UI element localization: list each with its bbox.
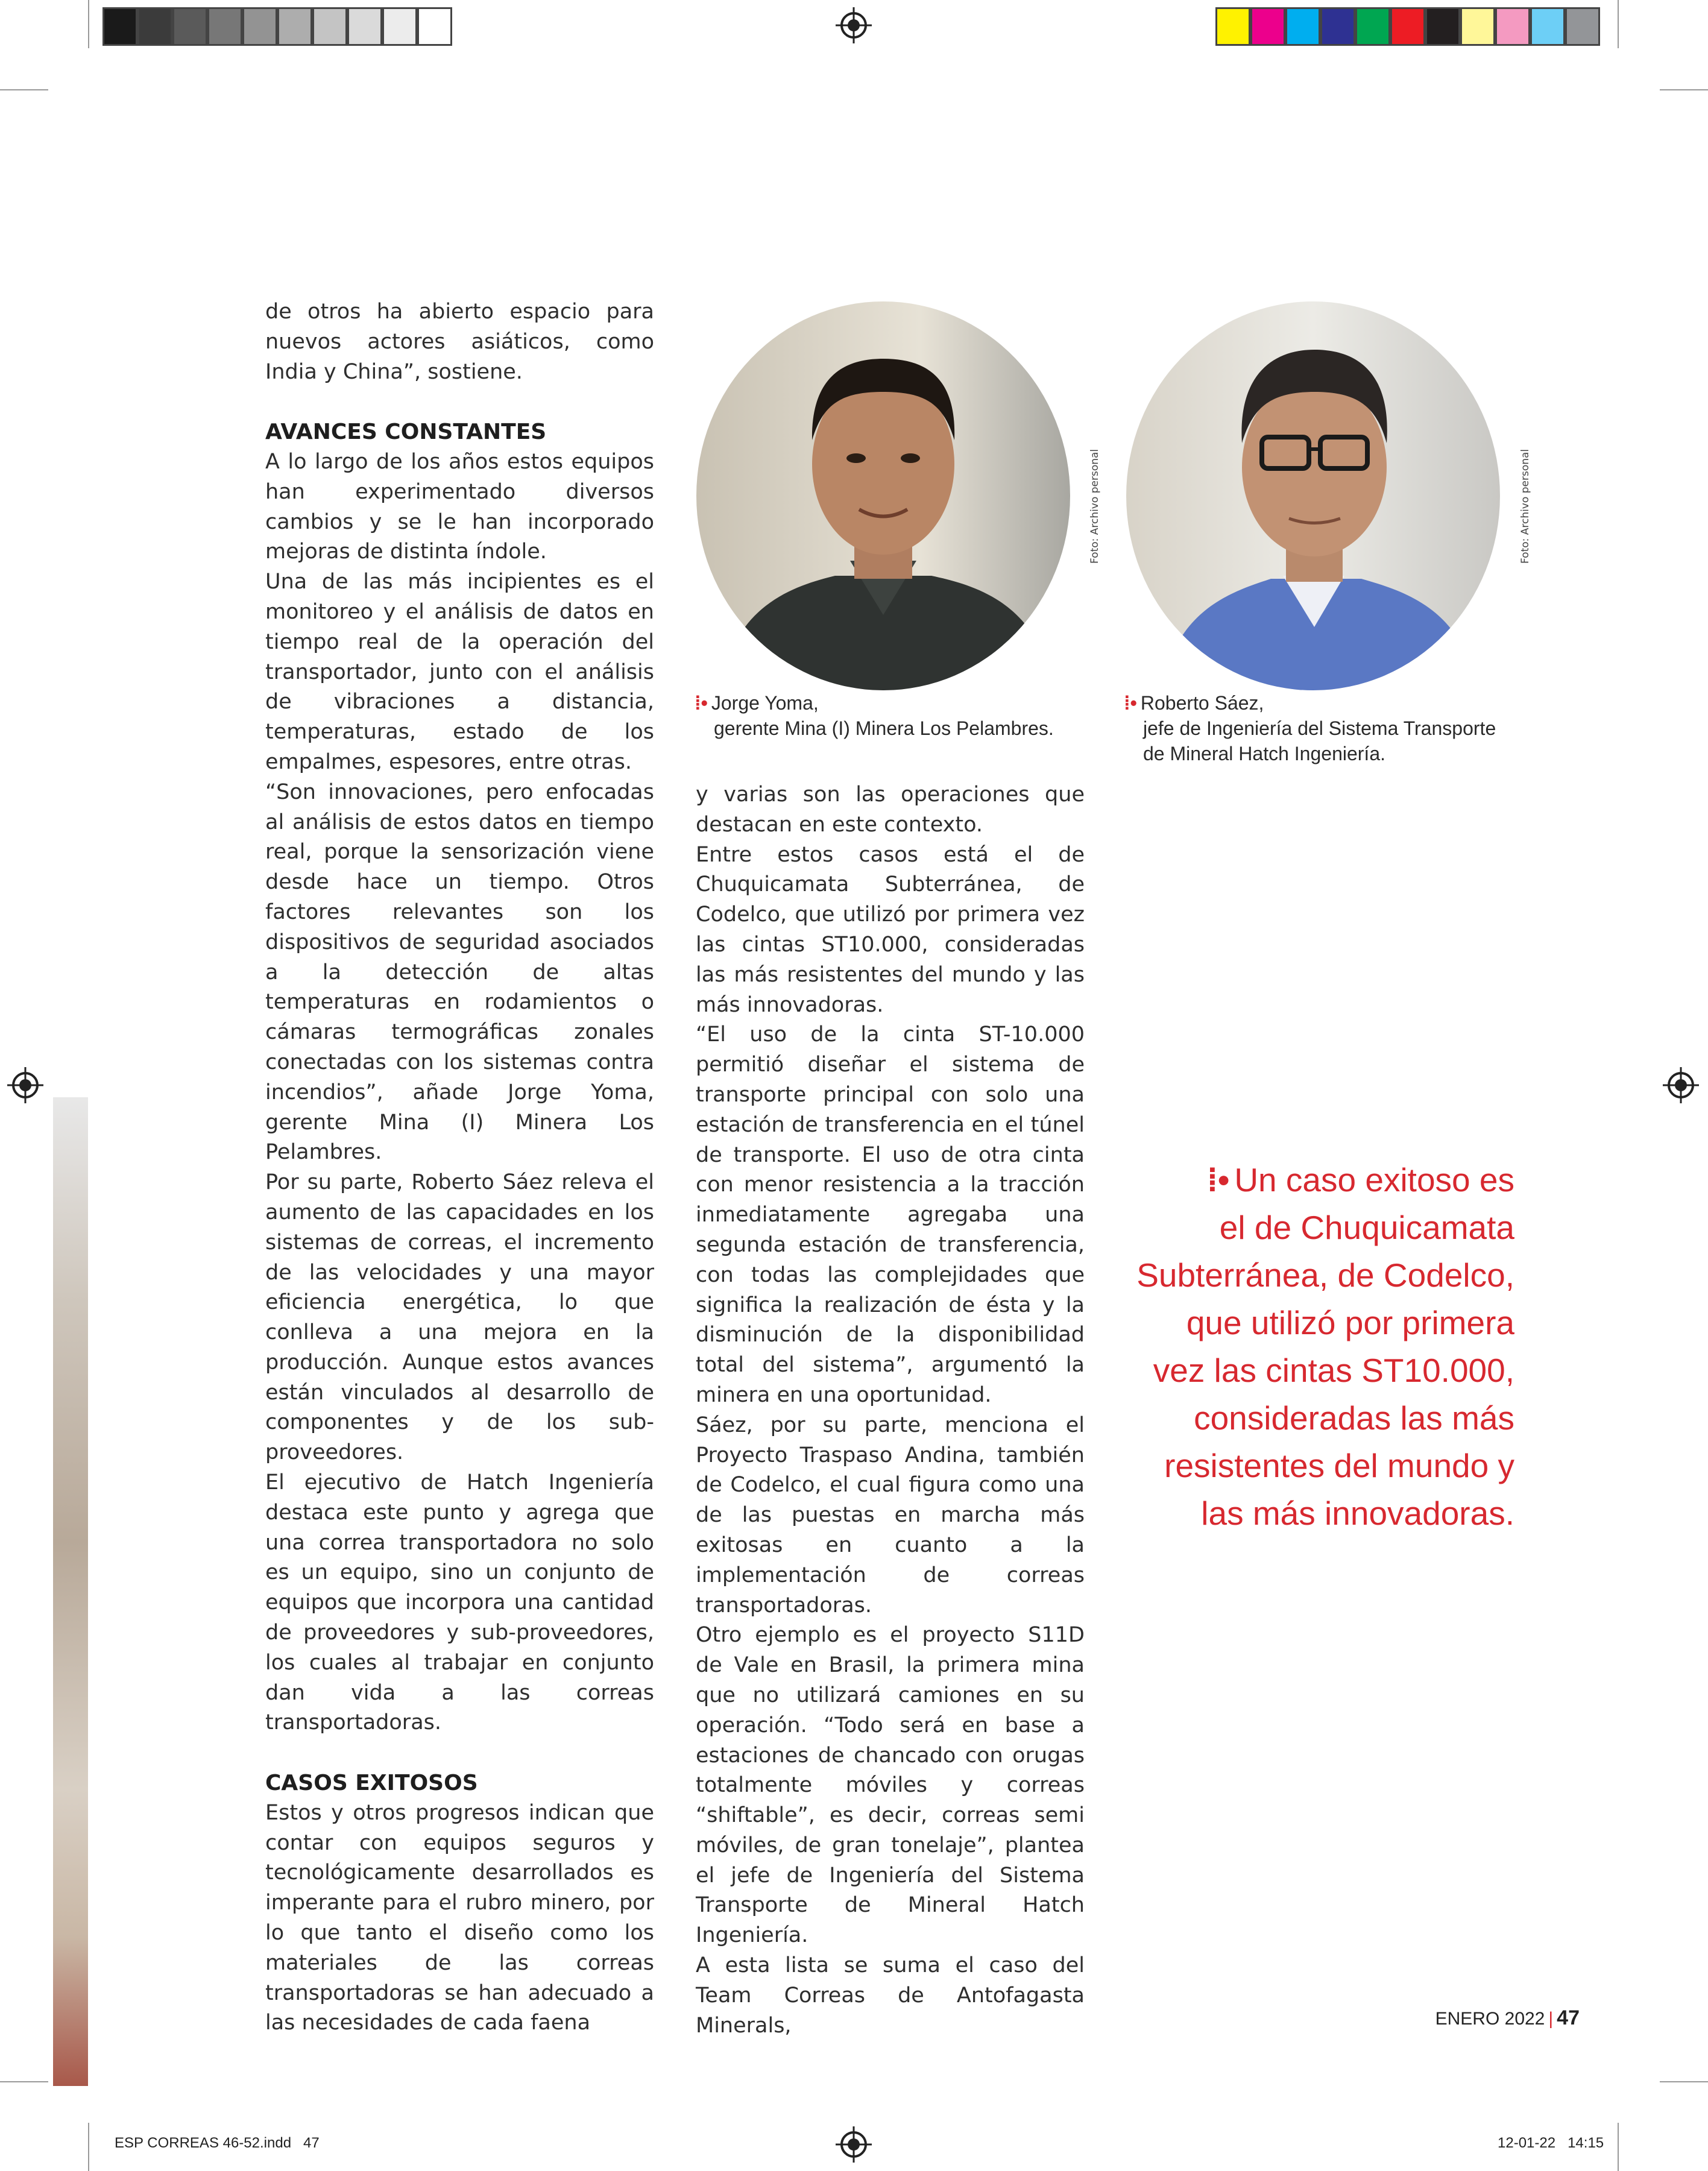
grayscale-bar	[102, 7, 452, 46]
caption-role: gerente Mina (I) Minera Los Pelambres.	[714, 717, 1054, 739]
paragraph: A esta lista se suma el caso del Team Correas de Antofagasta Minerals,	[696, 1953, 1085, 2038]
color-swatch	[1355, 7, 1390, 46]
crop-mark	[88, 0, 89, 48]
paragraph: “El uso de la cinta ST-10.000 permitió diseñar el sistema de transporte principal con solo una estación de transferencia en el túnel de transporte. El uso de otra cinta con menor resistencia a la tracción inmediatamente agregaba una segunda estación de transferencia, con todas las complejidades que significa la realización de ésta y la disminución de la disponibilidad total del sistema”, argumentó la minera en una oportunidad.	[696, 1022, 1085, 1407]
paragraph: Estos y otros progresos indican que contar con equipos seguros y tecnológicamente desarrollados es imperante para el rubro minero, por lo que tanto el diseño como los materiales de las correas transportadoras se han adecuado a las necesidades de cada faena	[265, 1800, 654, 2035]
color-swatch	[1215, 7, 1250, 46]
photo-credit: Foto: Archivo personal	[1519, 449, 1531, 564]
crop-mark	[1618, 0, 1619, 48]
color-swatch	[1285, 7, 1320, 46]
pull-quote-line: ⁞• Un caso exitoso es	[1206, 1161, 1514, 1199]
crop-mark	[1618, 2123, 1619, 2171]
color-swatch	[1425, 7, 1460, 46]
paragraph: Entre estos casos está el de Chuquicamata Subterránea, de Codelco, que utilizó por primera vez las cintas ST10.000, consideradas las más resistentes del mundo y las más innovadoras.	[696, 842, 1085, 1017]
color-swatch	[1460, 7, 1495, 46]
color-swatch	[1390, 7, 1425, 46]
gray-swatch	[312, 7, 347, 46]
heading-avances-constantes: AVANCES CONSTANTES	[265, 420, 547, 445]
pull-quote	[1121, 1156, 1514, 1537]
caption-name: ⁞• Jorge Yoma,	[695, 692, 819, 714]
color-swatch	[1495, 7, 1530, 46]
crop-mark	[0, 89, 48, 90]
color-swatch	[1320, 7, 1355, 46]
color-swatch	[1565, 7, 1600, 46]
paragraph: El ejecutivo de Hatch Ingeniería destaca este punto y agrega que una correa transportadora no solo es un equipo, sino un conjunto de equipos que incorpora una cantidad de proveedores y sub-proveedores, los cuales al trabajar en conjunto dan vida a las correas transportadoras.	[265, 1470, 654, 1735]
intro-paragraph: de otros ha abierto espacio para nuevos actores asiáticos, como India y China”, sostiene.	[265, 300, 654, 384]
caption-jorge-yoma	[695, 690, 1054, 741]
crop-mark	[0, 2081, 48, 2082]
page-folio	[1435, 2006, 1580, 2030]
gray-swatch	[277, 7, 312, 46]
color-swatch	[1250, 7, 1285, 46]
pull-quote-line: consideradas las más	[1194, 1399, 1514, 1437]
pull-quote-line: Subterránea, de Codelco,	[1136, 1256, 1514, 1294]
gray-swatch	[347, 7, 382, 46]
gray-swatch	[102, 7, 137, 46]
bullet-icon: ⁞•	[1206, 1161, 1230, 1199]
pull-quote-line: el de Chuquicamata	[1219, 1209, 1514, 1246]
paragraph: A lo largo de los años estos equipos han experimentado diversos cambios y se le han incorporado mejoras de distinta índole.	[265, 449, 654, 564]
bullet-icon: ⁞•	[1124, 692, 1137, 714]
registration-mark-icon	[840, 12, 867, 39]
crop-mark	[1660, 89, 1708, 90]
paragraph: Por su parte, Roberto Sáez releva el aumento de las capacidades en los sistemas de correas, el incremento de las velocidades y una mayor eficiencia energética, lo que conlleva a una mejora en la producción. Aunque estos avances están vinculados al desarrollo de componentes y de los sub-proveedores.	[265, 1170, 654, 1465]
folio-separator: |	[1548, 2009, 1554, 2029]
gray-swatch	[242, 7, 277, 46]
caption-role: jefe de Ingeniería del Sistema Transporte	[1143, 717, 1496, 739]
pull-quote-line: vez las cintas ST10.000,	[1153, 1352, 1514, 1389]
paragraph: Una de las más incipientes es el monitoreo y el análisis de datos en tiempo real de la operación del transportador, junto con el análisis de vibraciones a distancia, temperaturas, estado de los empalmes, espesores, entre otras.	[265, 570, 654, 774]
paragraph: Sáez, por su parte, menciona el Proyecto Traspaso Andina, también de Codelco, el cual figura como una de las puestas en marcha más exitosas en cuanto a la implementación de correas transportadoras.	[696, 1413, 1085, 1618]
paragraph: “Son innovaciones, pero enfocadas al análisis de estos datos en tiempo real, porque la sensorización viene desde hace un tiempo. Otros factores relevantes son los dispositivos de seguridad asociados a la detección de altas temperaturas en rodamientos o cámaras termográficas zonales conectadas con los sistemas contra incendios”, añade Jorge Yoma, gerente Mina (I) Minera Los Pelambres.	[265, 780, 654, 1165]
issue-date: ENERO 2022	[1435, 2009, 1545, 2029]
gray-swatch	[137, 7, 172, 46]
registration-mark-icon	[12, 1072, 39, 1098]
portrait-roberto-saez	[1126, 301, 1500, 690]
bullet-icon: ⁞•	[695, 692, 708, 714]
heading-casos-exitosos: CASOS EXITOSOS	[265, 1771, 478, 1796]
slug-timestamp: 12-01-22 14:15	[1498, 2135, 1604, 2151]
pull-quote-line: que utilizó por primera	[1186, 1304, 1514, 1341]
paragraph: y varias son las operaciones que destacan en este contexto.	[696, 783, 1085, 837]
crop-mark	[1660, 2081, 1708, 2082]
gray-swatch	[207, 7, 242, 46]
side-photo-strip	[53, 1097, 88, 2086]
color-control-bar	[1215, 7, 1600, 46]
article-column-1	[265, 297, 654, 2038]
caption-name: ⁞• Roberto Sáez,	[1124, 692, 1264, 714]
paragraph: Otro ejemplo es el proyecto S11D de Vale en Brasil, la primera mina que no utilizará camiones en su operación. “Todo será en base a estaciones de chancado con orugas totalmente móviles y correas “shiftable”, es decir, correas semi móviles, de gran tonelaje”, plantea el jefe de Ingeniería del Sistema Transporte de Mineral Hatch Ingeniería.	[696, 1623, 1085, 1948]
gray-swatch	[417, 7, 452, 46]
gray-swatch	[382, 7, 417, 46]
caption-role: de Mineral Hatch Ingeniería.	[1143, 743, 1385, 764]
caption-roberto-saez	[1124, 690, 1496, 766]
pull-quote-line: resistentes del mundo y	[1164, 1447, 1514, 1484]
registration-mark-icon	[840, 2131, 867, 2158]
page-number: 47	[1557, 2006, 1580, 2029]
photo-credit: Foto: Archivo personal	[1089, 449, 1101, 564]
crop-mark	[88, 2123, 89, 2171]
portrait-jorge-yoma	[696, 301, 1070, 690]
slug-file-name: ESP CORREAS 46-52.indd 47	[115, 2135, 320, 2151]
pull-quote-line: las más innovadoras.	[1201, 1495, 1514, 1532]
article-column-2	[696, 780, 1085, 2041]
gray-swatch	[172, 7, 207, 46]
color-swatch	[1530, 7, 1565, 46]
registration-mark-icon	[1668, 1072, 1694, 1098]
